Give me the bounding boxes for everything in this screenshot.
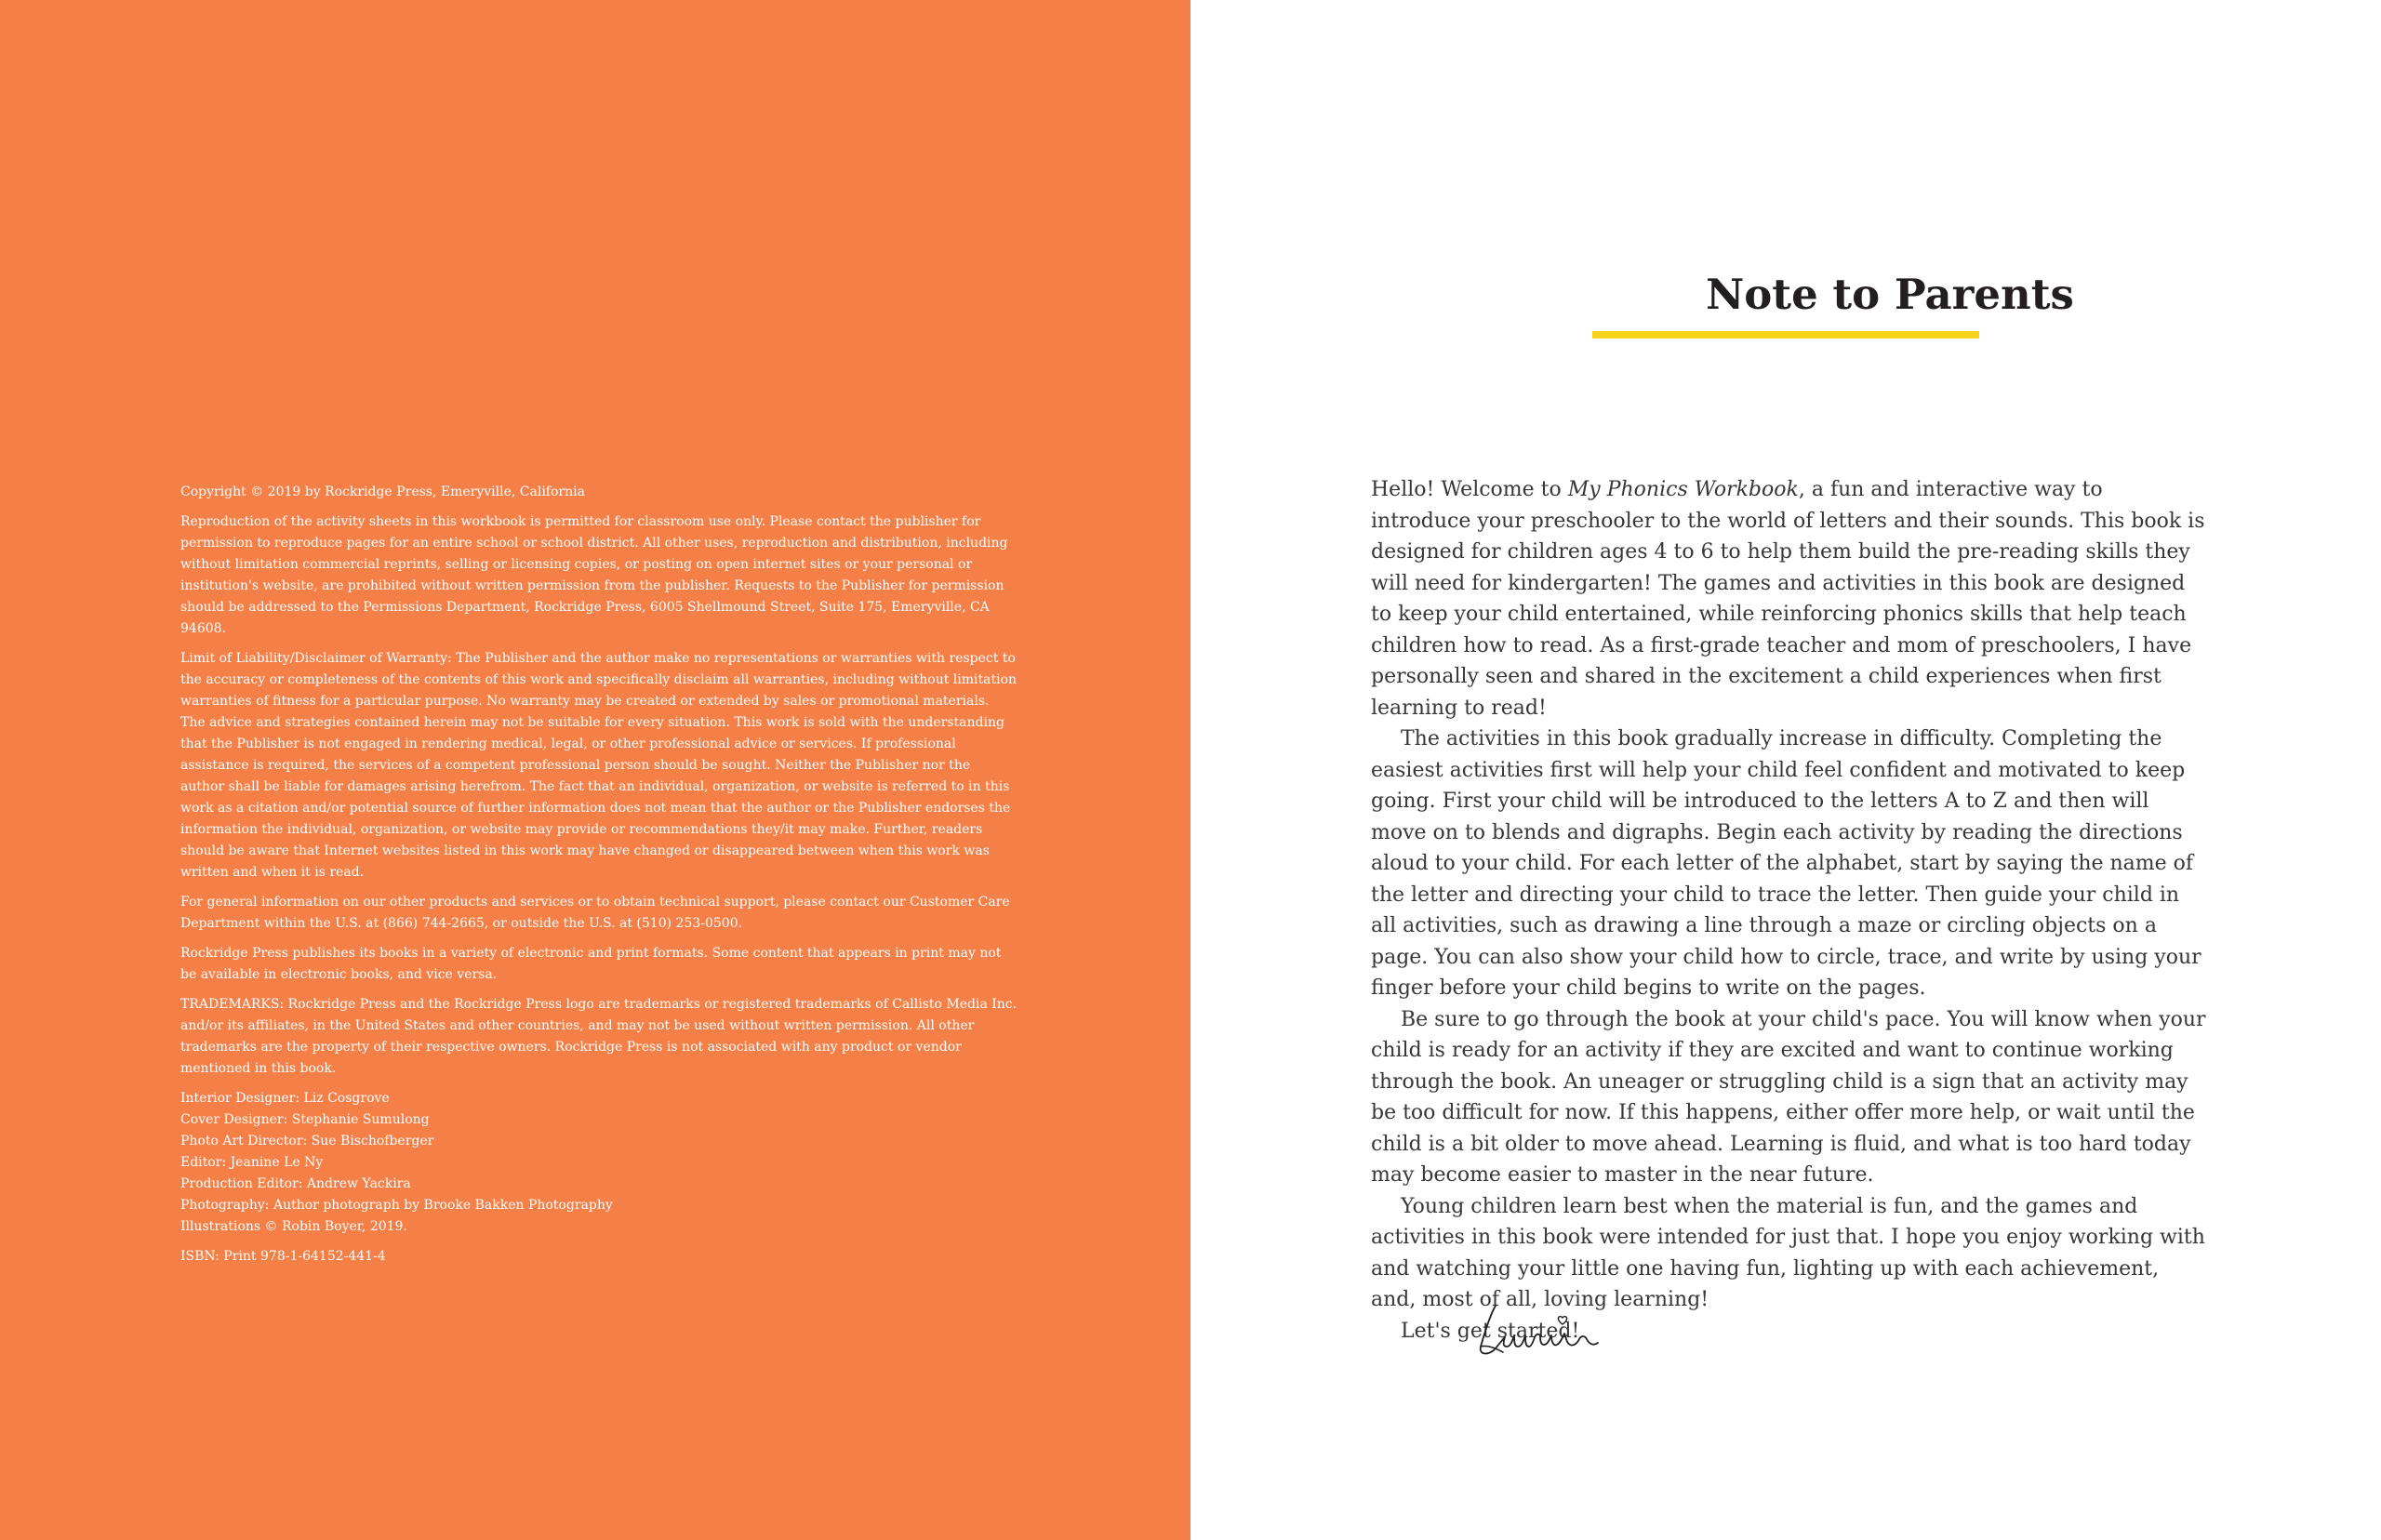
- reproduction-notice: Reproduction of the activity sheets in this workbook is permitted for classroom use only. Please contact the publisher for permission to reproduce pages for an entire school or school district. All other uses, reproduction and distribution, including without limitation commercial reprints, selling or licensing copies, or posting on open internet sites or your personal or institution's website, are prohibited without written permission from the publisher. Requests to the Publisher for permission should be addressed to the Permissions Department, Rockridge Press, 6005 Shellmound Street, Suite 175, Emeryville, CA 94608.: [180, 514, 1008, 636]
- formats-notice: Rockridge Press publishes its books in a variety of electronic and print formats. Some content that appears in print may not be available in electronic books, and vice versa.: [180, 946, 1002, 982]
- intro-text: Hello! Welcome to: [1371, 478, 1568, 501]
- paragraph-closing: Let's get started!: [1401, 1319, 1580, 1343]
- copyright-line: Copyright © 2019 by Rockridge Press, Emeryville, California: [180, 485, 585, 499]
- paragraph-activities: The activities in this book gradually increase in difficulty. Completing the easiest activities first will help your child feel confident and motivated to keep going. First your child will be introduced to the letters A to Z and then will move on to blends and digraphs. Begin each activity by reading the directions aloud to your child. For each letter of the alphabet, start by saying the name of the letter and directing your child to trace the letter. Then guide your child in all activities, such as drawing a line through a maze or circling objects on a page. You can also show your child how to circle, trace, and write by using your finger before your child begins to write on the pages.: [1371, 727, 2201, 1000]
- credits-list: [180, 1088, 1018, 1238]
- liability-disclaimer: Limit of Liability/Disclaimer of Warranty: The Publisher and the author make no representations or warranties with respect to the accuracy or completeness of the contents of this work and specifically disclaim all warranties, including without limitation warranties of fitness for a particular purpose. No warranty may be created or extended by sales or promotional materials. The advice and strategies contained herein may not be suitable for every situation. This work is sold with the understanding that the Publisher is not engaged in rendering medical, legal, or other professional advice or services. If professional assistance is required, the services of a competent professional person should be sought. Neither the Publisher nor the author shall be liable for damages arising herefrom. The fact that an individual, organization, or website is referred to in this work as a citation and/or potential source of further information does not mean that the author or the Publisher endorses the information the individual, organization, or website may provide or recommendations they/it may make. Further, readers should be aware that Internet websites listed in this work may have changed or disappeared between when this work was written and when it is read.: [180, 651, 1018, 880]
- page-title: [1190, 262, 2381, 327]
- paragraph-pace: Be sure to go through the book at your child's pace. You will know when your child is ready for an activity if they are excited and want to continue working through the book. An uneager or struggling child is a sign that an activity may be too difficult for now. If this happens, either offer more help, or wait until the child is a bit older to move ahead. Learning is fluid, and what is too hard today may become easier to master in the near future.: [1371, 1007, 2206, 1187]
- copyright-block: [180, 482, 1018, 1276]
- isbn: ISBN: Print 978-1-64152-441-4: [180, 1249, 386, 1264]
- credit-line: Cover Designer: Stephanie Sumulong: [180, 1112, 430, 1127]
- credit-line: Illustrations © Robin Boyer, 2019.: [180, 1219, 407, 1234]
- credit-line: Photography: Author photograph by Brooke Bakken Photography: [180, 1198, 613, 1213]
- signature-image: [1470, 1289, 1609, 1363]
- general-info: For general information on our other products and services or to obtain technical support, please contact our Customer Care Department within the U.S. at (866) 744-2665, or outside the U.S. at (510) 253-0500.: [180, 895, 1010, 931]
- book-title: My Phonics Workbook: [1567, 478, 1799, 501]
- credit-line: Production Editor: Andrew Yackira: [180, 1176, 411, 1191]
- note-body: [1371, 474, 2208, 1347]
- page-title-text: Note to Parents: [1706, 270, 2074, 319]
- copyright-page: [0, 0, 1190, 1540]
- credit-line: Photo Art Director: Sue Bischofberger: [180, 1134, 434, 1148]
- paragraph-fun: Young children learn best when the material is fun, and the games and activities in this book were intended for just that. I hope you enjoy working with and watching your little one having fun, lighting up with each achievement, and, most of all, loving learning!: [1371, 1194, 2205, 1311]
- title-underline: [1592, 331, 1979, 339]
- trademarks-notice: TRADEMARKS: Rockridge Press and the Rockridge Press logo are trademarks or registered trademarks of Callisto Media Inc. and/or its affiliates, in the United States and other countries, and may not be used without written permission. All other trademarks are the property of their respective owners. Rockridge Press is not associated with any product or vendor mentioned in this book.: [180, 997, 1018, 1076]
- paragraph-intro: [1371, 474, 2208, 724]
- credit-line: Editor: Jeanine Le Ny: [180, 1155, 324, 1170]
- credit-line: Interior Designer: Liz Cosgrove: [180, 1091, 390, 1106]
- note-to-parents-page: [1190, 0, 2381, 1540]
- intro-rest: , a fun and interactive way to introduce your preschooler to the world of letters and their sounds. This book is designed for children ages 4 to 6 to help them build the pre-reading skills they will need for kindergarten! The games and activities in this book are designed to keep your child entertained, while reinforcing phonics skills that help teach children how to read. As a first-grade teacher and mom of preschoolers, I have personally seen and shared in the excitement a child experiences when first learning to read!: [1371, 478, 2205, 720]
